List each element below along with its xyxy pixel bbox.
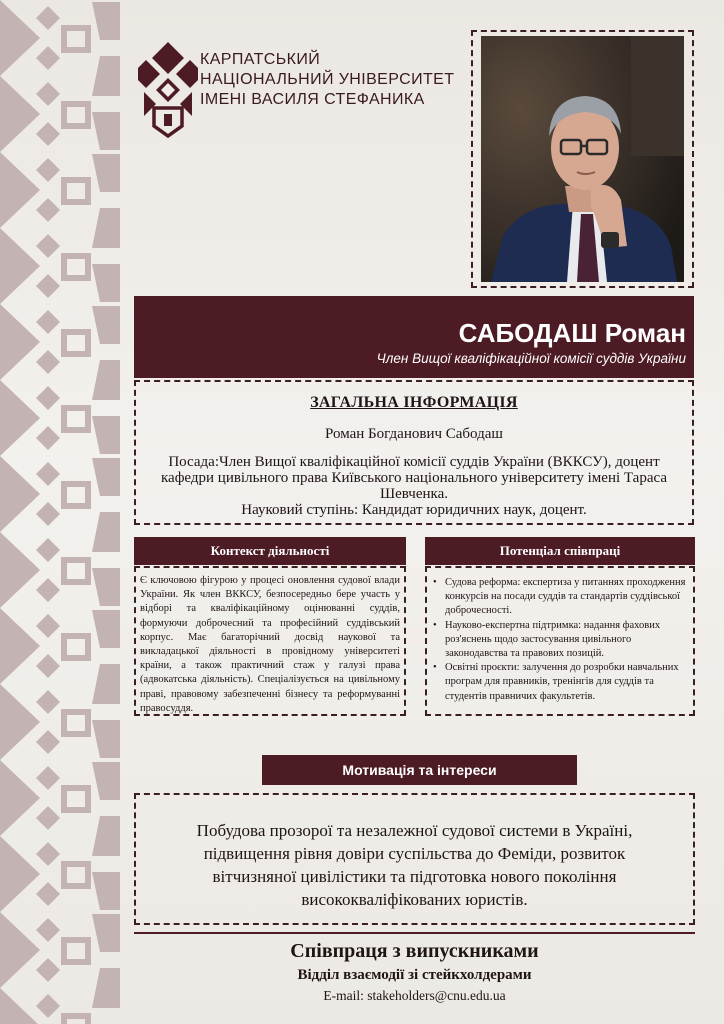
person-role: Член Вищої кваліфікаційної комісії суддів України [376,351,686,366]
motivation-heading: Мотивація та інтереси [262,755,577,785]
footer-department: Відділ взаємодії зі стейкхолдерами [297,967,532,983]
cooperation-heading: Потенціал співпраці [425,537,695,565]
list-item: • Науково-експертна підтримка: надання фахових роз'яснень щодо застосування цивільного законодавства та правових позицій. [433,619,687,662]
decorative-ornament [0,0,120,1024]
general-info-box [134,380,694,525]
full-name: Роман Богданович Сабодаш [325,426,503,442]
name-banner [134,296,694,378]
degree-text: Науковий ступінь: Кандидат юридичних наук, доцент. [241,502,587,518]
context-heading: Контекст діяльності [134,537,406,565]
motivation-box [134,793,695,925]
footer-email[interactable]: E-mail: stakeholders@cnu.edu.ua [323,988,506,1003]
list-item: • Судова реформа: експертиза у питаннях проходження конкурсів на посади суддів та стандартів суддівської доброчесності. [433,576,687,619]
context-box [134,566,406,716]
position-text: Посада:Член Вищої кваліфікаційної комісії суддів України (ВККСУ), доцент кафедри цивільного права Київського національного університету імені Тараса Шевченка. [160,454,667,502]
footer-divider [134,932,695,934]
footer [134,938,695,1006]
university-name-line-2: НАЦІОНАЛЬНИЙ УНІВЕРСИТЕТ [200,71,455,88]
general-info-heading: ЗАГАЛЬНА ІНФОРМАЦІЯ [310,394,518,411]
person-name: САБОДАШ Роман [458,318,686,348]
motivation-text: Побудова прозорої та незалежної судової системи в Україні, підвищення рівня довіри суспільства до Феміди, розвиток вітчизняної цивілістики та підготовка нового покоління висококваліфікованих юристів. [196,821,633,909]
cooperation-box [425,566,695,716]
university-emblem-icon [138,40,198,138]
cooperation-list [433,576,687,704]
context-text: Є ключовою фігурою у процесі оновлення судової влади України. Як член ВККСУ, безпосередньо бере участь у відборі та кваліфікаційному оцінюванні суддів, формуючи доброчесний та професійний суддівський корпус. Має багаторічний досвід наукової та викладацької діяльності в провідному університеті країни, а також практичний стаж у галузі права (адвокатська діяльність). Спеціалізується на цивільному праві, правовому забезпеченні бізнесу та реформуванні правосуддя. [140,575,400,714]
portrait-photo [481,36,684,282]
footer-title: Співпраця з випускниками [290,940,539,962]
university-name [200,50,454,110]
university-name-line-1: КАРПАТСЬКИЙ [200,51,321,68]
university-name-line-3: ІМЕНІ ВАСИЛЯ СТЕФАНИКА [200,91,425,108]
list-item: • Освітні проєкти: залучення до розробки навчальних програм для правників, тренінгів для суддів та студентів правничих факультетів. [433,661,687,704]
